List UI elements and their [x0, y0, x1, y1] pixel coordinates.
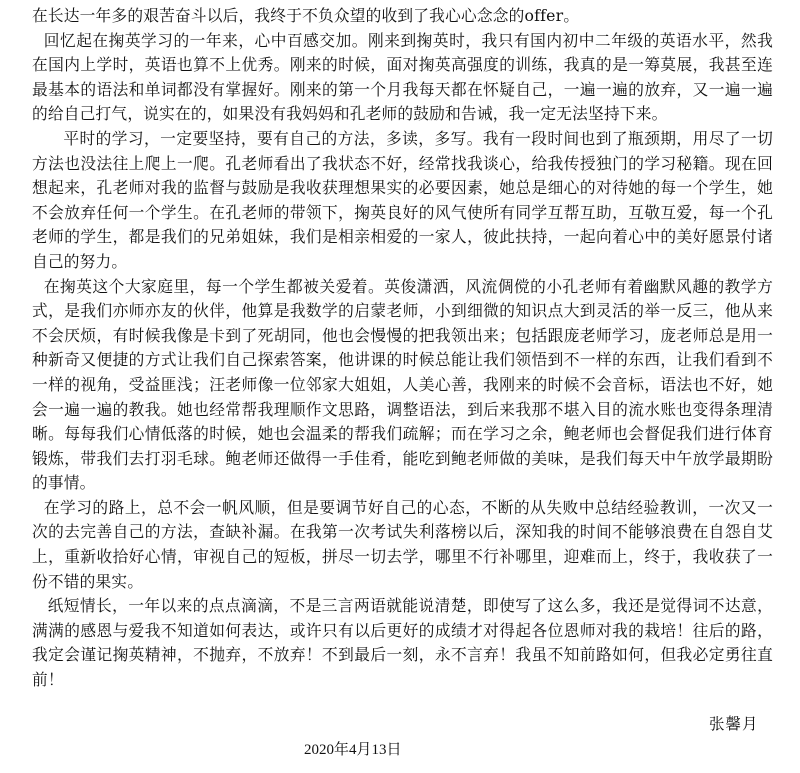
- paragraph-opening: 在长达一年多的艰苦奋斗以后，我终于不负众望的收到了我心心念念的offer。: [32, 6, 580, 25]
- paragraph-gratitude: 纸短情长，一年以来的点点滴滴，不是三言两语就能说清楚，即使写了这么多，我还是觉得词不达意，满满的感恩与爱我不知道如何表达，或许只有以后更好的成绩才对得起各位恩师对我的栽培！往后的路，我定会谨记掬英精神，不抛弃，不放弃！不到最后一刻，永不言弃！我虽不知前路如何，但我必定勇往直前！: [32, 596, 773, 690]
- paragraph-teachers: 在掬英这个大家庭里，每一个学生都被关爱着。英俊潇洒，风流倜傥的小孔老师有着幽默风趣的教学方式，是我们亦师亦友的伙伴，他算是我数学的启蒙老师，小到细微的知识点大到灵活的举一反三，他从来不会厌烦，有时候我像是卡到了死胡同，他也会慢慢的把我领出来；包括跟庞老师学习，庞老师总是用一种新奇又便捷的方式让我们自己探索答案，他讲课的时候总能让我们领悟到不一样的东西，让我们看到不一样的视角，受益匪浅；汪老师像一位邻家大姐姐，人美心善，我刚来的时候不会音标，语法也不好，她会一遍一遍的教我。她也经常帮我理顺作文思路，调整语法，到后来我那不堪入目的流水账也变得条理清晰。每每我们心情低落的时候，她也会温柔的帮我们疏解；而在学习之余，鲍老师也会督促我们进行体育锻炼，带我们去打羽毛球。鲍老师还做得一手佳肴，能吃到鲍老师做的美味，是我们每天中午放学最期盼的事情。: [32, 276, 773, 493]
- paragraph-perseverance: 在学习的路上，总不会一帆风顺，但是要调节好自己的心态，不断的从失败中总结经验教训，一次又一次的去完善自己的方法，查缺补漏。在我第一次考试失利落榜以后，深知我的时间不能够浪费在自怨自艾上，重新收拾好心情，审视自己的短板，拼尽一切去学，哪里不行补哪里，迎难而上，终于，我收获了一份不错的果实。: [32, 497, 773, 591]
- letter-date: 2020年4月13日: [304, 742, 402, 758]
- paragraph-study-method: 平时的学习，一定要坚持，要有自己的方法，多读，多写。我有一段时间也到了瓶颈期，用尽了一切方法也没法往上爬上一爬。孔老师看出了我状态不好，经常找我谈心，给我传授独门的学习秘籍。现在回想起来，孔老师对我的监督与鼓励是我收获理想果实的必要因素，她总是细心的对待她的每一个学生，她不会放弃任何一个学生。在孔老师的带领下，掬英良好的风气使所有同学互帮互助，互敬互爱，每一个孔老师的学生，都是我们的兄弟姐妹，我们是相亲相爱的一家人，彼此扶持，一起向着心中的美好愿景付诸自己的努力。: [32, 128, 773, 271]
- letter-body: [32, 4, 773, 693]
- paragraph-recollection: 回忆起在掬英学习的一年来，心中百感交加。刚来到掬英时，我只有国内初中二年级的英语水平，然我在国内上学时，英语也算不上优秀。刚来的时候，面对掬英高强度的训练，我真的是一筹莫展，我甚至连最基本的语法和单词都没有掌握好。刚来的第一个月我每天都在怀疑自己，一遍一遍的放弃，又一遍一遍的给自己打气，说实在的，如果没有我妈妈和孔老师的鼓励和告诫，我一定无法坚持下来。: [32, 30, 773, 124]
- signature: 张馨月: [709, 715, 759, 733]
